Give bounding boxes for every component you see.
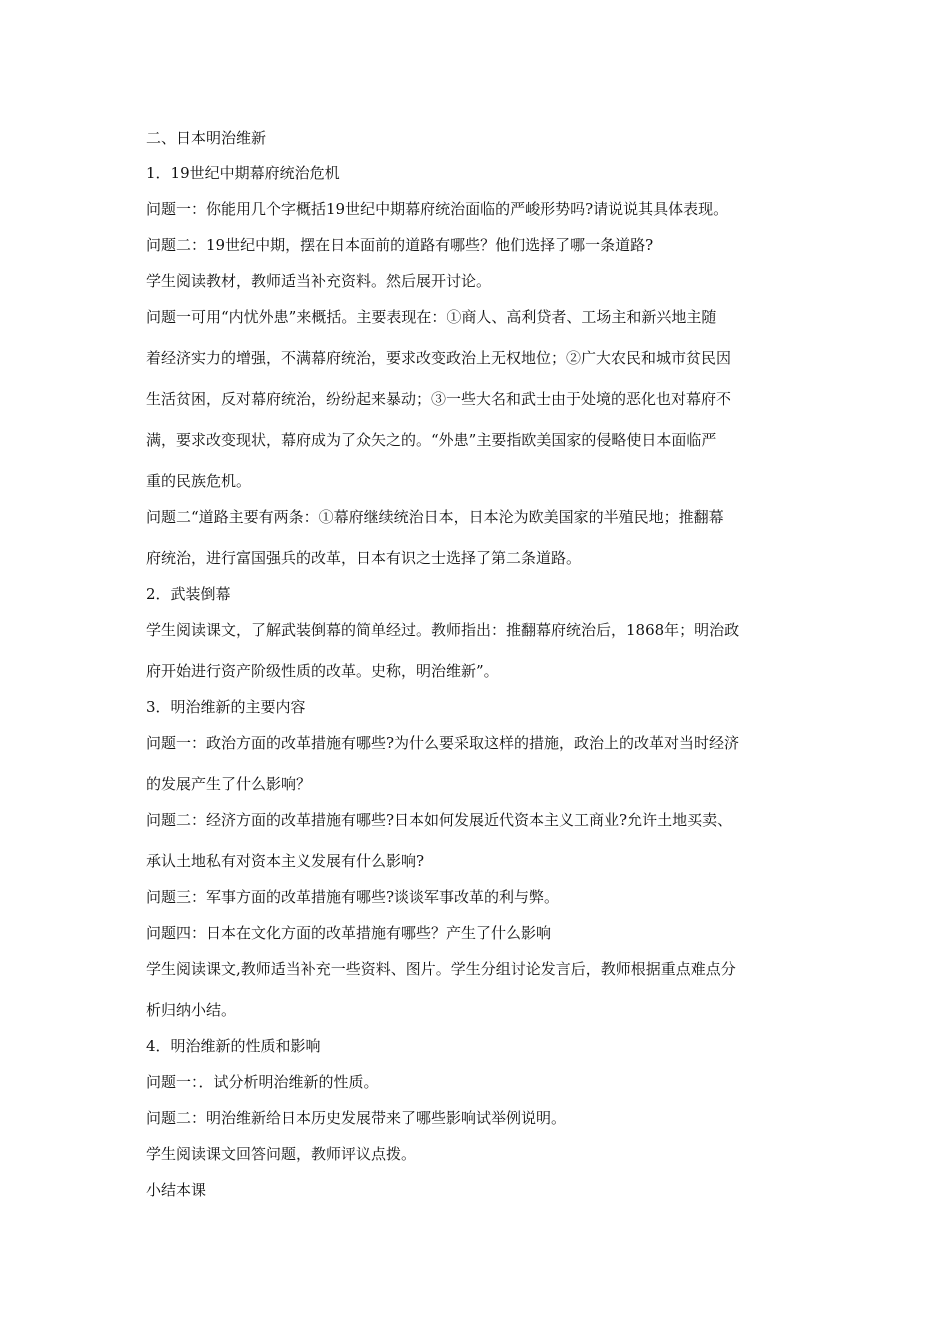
paragraph-line: 生活贫困，反对幕府统治，纷纷起来暴动；③一些大名和武士由于处境的恶化也对幕府不 [146,390,732,408]
paragraph-line: 满，要求改变现状，幕府成为了众矢之的。“外患”主要指欧美国家的侵略使日本面临严 [146,431,717,449]
paragraph-line: 学生阅读教材，教师适当补充资料。然后展开讨论。 [146,272,492,290]
subsection-heading: 1．19世纪中期幕府统治危机 [146,164,340,182]
subsection-heading: 3．明治维新的主要内容 [146,698,306,716]
paragraph-line: 问题二：经济方面的改革措施有哪些?日本如何发展近代资本主义工商业?允许土地买卖、 [146,811,733,829]
paragraph-line: 问题二“道路主要有两条：①幕府继续统治日本，日本沦为欧美国家的半殖民地；推翻幕 [146,508,724,526]
paragraph-line: 府统治，进行富国强兵的改革，日本有识之士选择了第二条道路。 [146,549,582,567]
paragraph-line: 小结本课 [146,1181,207,1199]
paragraph-line: 府开始进行资产阶级性质的改革。史称，明治维新”。 [146,662,499,680]
paragraph-line: 析归纳小结。 [146,1001,237,1019]
paragraph-line: 问题三：军事方面的改革措施有哪些?谈谈军事改革的利与弊。 [146,888,560,906]
paragraph-line: 问题二：19世纪中期，摆在日本面前的道路有哪些？他们选择了哪一条道路? [146,236,654,254]
paragraph-line: 问题四：日本在文化方面的改革措施有哪些？产生了什么影响 [146,924,552,942]
paragraph-line: 问题一：．试分析明治维新的性质。 [146,1073,379,1091]
paragraph-line: 问题一：你能用几个字概括19世纪中期幕府统治面临的严峻形势吗?请说说其具体表现。 [146,200,729,218]
paragraph-line: 问题二：明治维新给日本历史发展带来了哪些影响试举例说明。 [146,1109,567,1127]
section-heading: 二、日本明治维新 [146,129,267,147]
paragraph-line: 承认土地私有对资本主义发展有什么影响? [146,852,425,870]
paragraph-line: 学生阅读课文回答问题，教师评议点拨。 [146,1145,417,1163]
paragraph-line: 重的民族危机。 [146,472,252,490]
paragraph-line: 问题一：政治方面的改革措施有哪些?为什么要采取这样的措施，政治上的改革对当时经济 [146,734,740,752]
subsection-heading: 4．明治维新的性质和影响 [146,1037,321,1055]
paragraph-line: 着经济实力的增强，不满幕府统治，要求改变政治上无权地位；②广大农民和城市贫民因 [146,349,732,367]
paragraph-line: 的发展产生了什么影响？ [146,775,312,793]
paragraph-line: 问题一可用“内忧外患”来概括。主要表现在：①商人、高利贷者、工场主和新兴地主随 [146,308,717,326]
paragraph-line: 学生阅读课文,教师适当补充一些资料、图片。学生分组讨论发言后，教师根据重点难点分 [146,960,736,978]
subsection-heading: 2．武装倒幕 [146,585,231,603]
paragraph-line: 学生阅读课文，了解武装倒幕的简单经过。教师指出：推翻幕府统治后，1868年；明治政 [146,621,740,639]
